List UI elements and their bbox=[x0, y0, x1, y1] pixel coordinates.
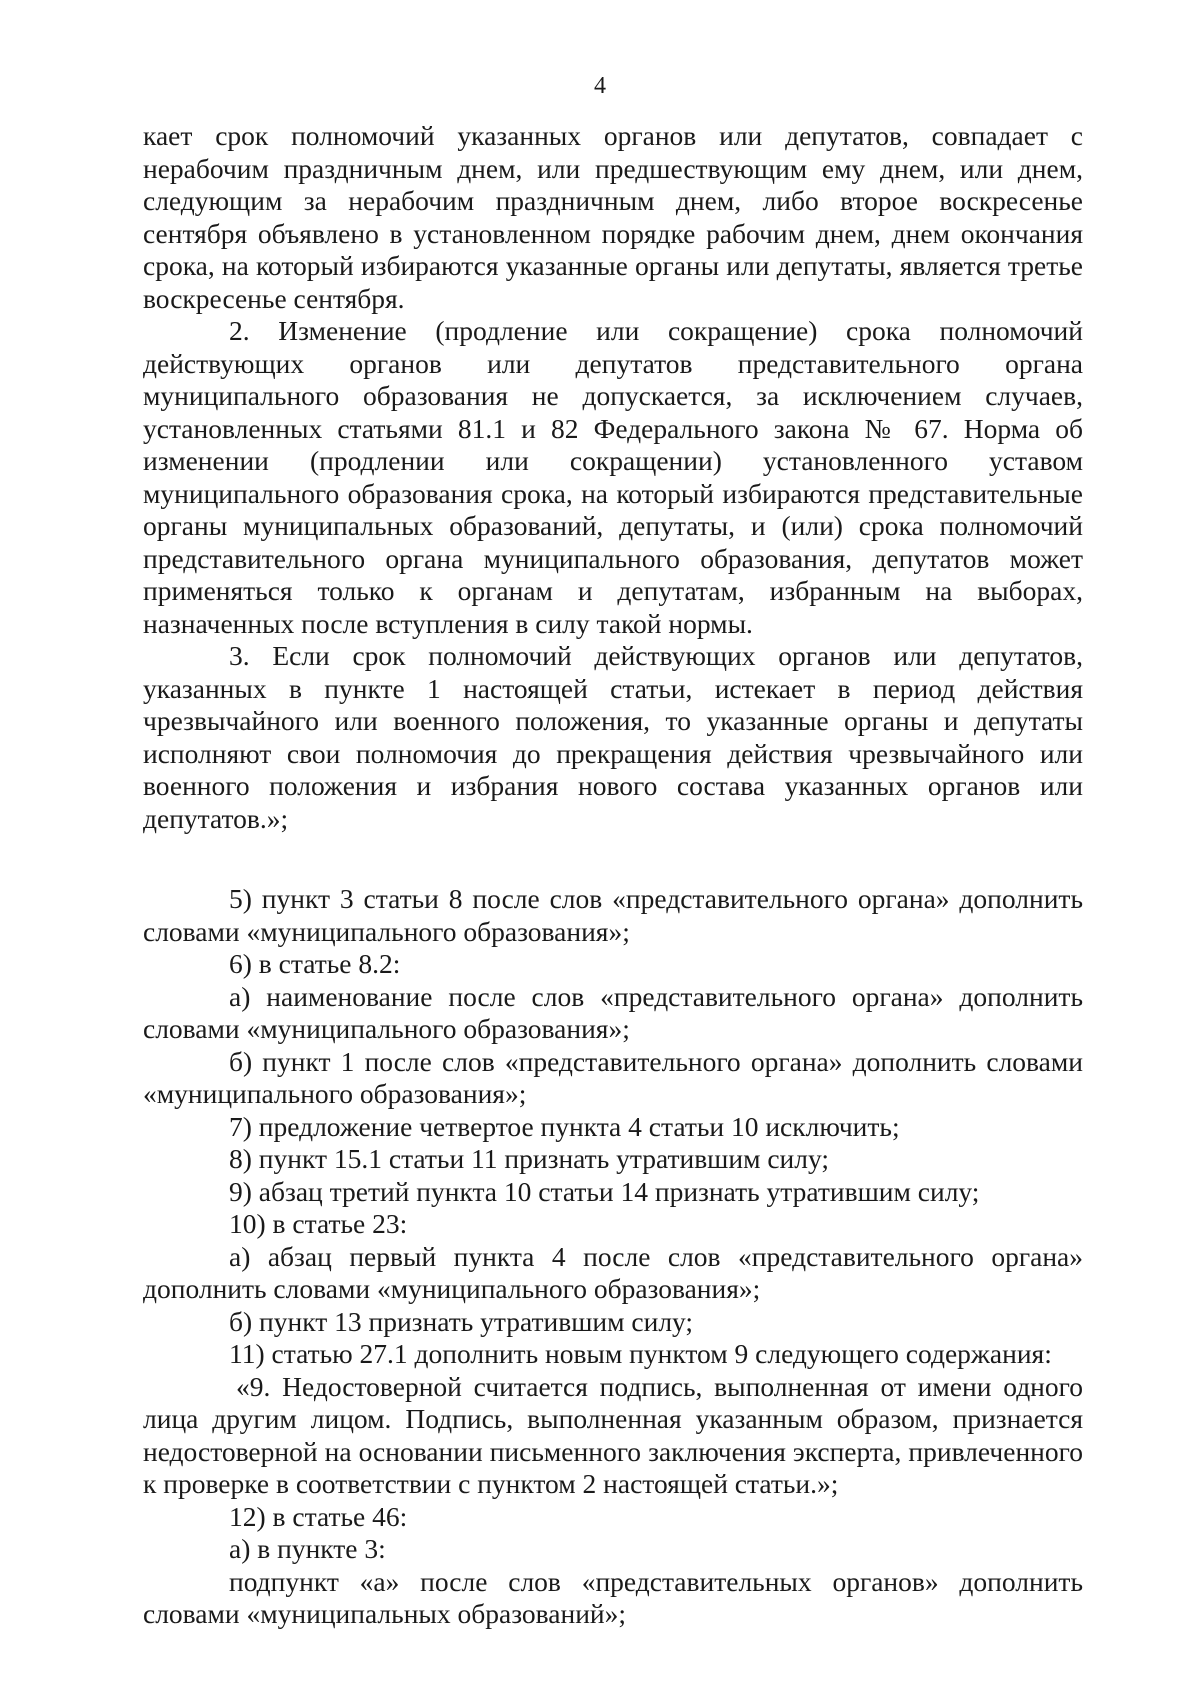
amendment-item-6a: а) наименование после слов «представительного органа» дополнить словами «муниципального образования»; bbox=[143, 980, 1083, 1044]
paragraph-continuation: кает срок полномочий указанных органов или депутатов, совпадает с нерабочим праздничным днем, или предшествующим ему днем, или днем, следующим за нерабочим праздничным днем, либо второе воскресенье сентября объявлено в установленном порядке рабочим днем, днем окончания срока, на который избираются указанные органы или депутаты, является третье воскресенье сентября. bbox=[143, 120, 1083, 314]
amendment-item-8: 8) пункт 15.1 статьи 11 признать утратившим силу; bbox=[229, 1143, 830, 1174]
paragraph-gap bbox=[143, 835, 1083, 883]
amendment-item-11: 11) статью 27.1 дополнить новым пунктом 9 следующего содержания: bbox=[229, 1338, 1052, 1369]
paragraph-clause-3: 3. Если срок полномочий действующих органов или депутатов, указанных в пункте 1 настоящей статьи, истекает в период действия чрезвычайного или военного положения, то указанные органы и депутаты исполняют свои полномочия до прекращения действия чрезвычайного или военного положения и избрания нового состава указанных органов или депутатов.»; bbox=[143, 640, 1083, 834]
amendment-item-12a: а) в пункте 3: bbox=[229, 1533, 386, 1564]
page-number: 4 bbox=[594, 73, 606, 99]
amendment-item-10a: а) абзац первый пункта 4 после слов «представительного органа» дополнить словами «муниципального образования»; bbox=[143, 1240, 1083, 1304]
amendment-item-10: 10) в статье 23: bbox=[229, 1208, 408, 1239]
paragraph-clause-2: 2. Изменение (продление или сокращение) срока полномочий действующих органов или депутатов представительного органа муниципального образования не допускается, за исключением случаев, установленных статьями 81.1 и 82 Федерального закона № 67. Норма об изменении (продлении или сокращении) установленного уставом муниципального образования срока, на который избираются представительные органы муниципальных образований, депутаты, и (или) срока полномочий представительного органа муниципального образования, депутатов может применяться только к органам и депутатам, избранным на выборах, назначенных после вступления в силу такой нормы. bbox=[143, 315, 1083, 639]
quoted-clause-9: «9. Недостоверной считается подпись, выполненная от имени одного лица другим лицом. Подпись, выполненная указанным образом, признается недостоверной на основании письменного заключения эксперта, привлеченного к проверке в соответствии с пунктом 2 настоящей статьи.»; bbox=[143, 1370, 1083, 1499]
amendment-item-9: 9) абзац третий пункта 10 статьи 14 признать утратившим силу; bbox=[229, 1175, 980, 1207]
amendment-item-12: 12) в статье 46: bbox=[229, 1500, 408, 1532]
amendment-item-7: 7) предложение четвертое пункта 4 статьи 10 исключить; bbox=[229, 1110, 900, 1142]
amendment-item-10b: б) пункт 13 признать утратившим силу; bbox=[229, 1305, 694, 1337]
document-body bbox=[143, 120, 1083, 1631]
amendment-item-5: 5) пункт 3 статьи 8 после слов «представительного органа» дополнить словами «муниципального образования»; bbox=[143, 883, 1083, 947]
amendment-subitem-a: подпункт «а» после слов «представительных органов» дополнить словами «муниципальных образований»; bbox=[143, 1565, 1083, 1629]
amendment-item-6b: б) пункт 1 после слов «представительного органа» дополнить словами «муниципального образования»; bbox=[143, 1045, 1083, 1109]
amendment-item-6: 6) в статье 8.2: bbox=[229, 948, 401, 979]
